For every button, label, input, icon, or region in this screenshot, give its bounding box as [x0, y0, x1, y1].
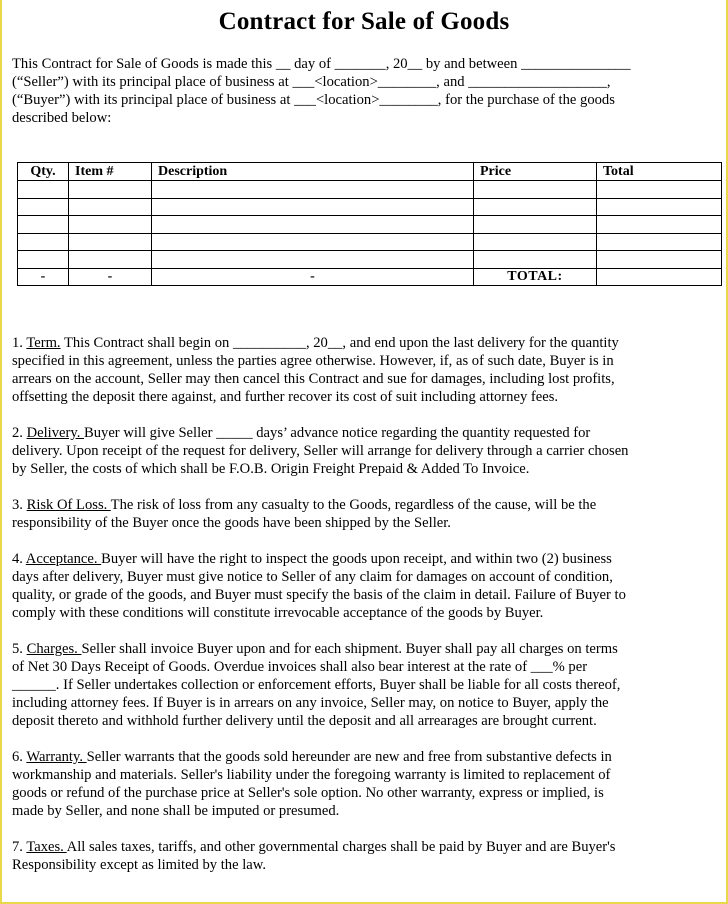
table-cell[interactable] — [474, 198, 597, 216]
clause-line: goods or refund of the purchase price at Seller's sole option. No other warranty, express or implied, is — [12, 785, 604, 801]
table-cell[interactable] — [474, 251, 597, 269]
clause-taxes — [12, 838, 717, 874]
table-cell[interactable] — [69, 181, 152, 199]
clause-heading: Warranty. — [26, 749, 87, 765]
table-cell[interactable] — [597, 198, 722, 216]
clause-line: arrears on the account, Seller may then cancel this Contract and sue for damages, including lost profits, — [12, 371, 615, 387]
clause-line: specified in this agreement, unless the parties agree otherwise. However, if, as of such date, Buyer is in — [12, 353, 614, 369]
intro-line: described below: — [12, 110, 112, 126]
table-cell[interactable] — [152, 181, 474, 199]
clause-line — [12, 334, 717, 352]
clause-text: This Contract shall begin on __________, 20__, and end upon the last delivery for the quantity — [60, 335, 619, 351]
table-row — [18, 216, 722, 234]
table-header-row — [18, 163, 722, 181]
clause-line — [12, 640, 717, 658]
table-cell[interactable] — [18, 233, 69, 251]
clause-line: delivery. Upon receipt of the request for delivery, Seller will arrange for delivery through a carrier chosen — [12, 443, 629, 459]
clause-text: The risk of loss from any casualty to the Goods, regardless of the cause, will be the — [110, 497, 597, 513]
table-cell[interactable] — [597, 251, 722, 269]
clause-line: workmanship and materials. Seller's liability under the foregoing warranty is limited to replacement of — [12, 767, 611, 783]
table-cell[interactable] — [152, 233, 474, 251]
clause-line — [12, 550, 717, 568]
table-cell[interactable] — [597, 216, 722, 234]
clause-heading: Acceptance. — [25, 551, 102, 567]
clause-line: comply with these conditions will constitute irrevocable acceptance of the goods by Buyer. — [12, 605, 544, 621]
page-title: Contract for Sale of Goods — [218, 8, 510, 35]
header-qty: Qty. — [18, 163, 69, 181]
clause-line — [12, 748, 717, 766]
table-cell[interactable] — [18, 198, 69, 216]
header-description: Description — [152, 163, 474, 181]
header-item-number: Item # — [69, 163, 152, 181]
goods-table — [17, 162, 722, 286]
clause-heading: Taxes. — [26, 839, 67, 855]
table-cell[interactable] — [69, 251, 152, 269]
clause-number: 4. — [12, 551, 26, 567]
clause-number: 1. — [12, 335, 27, 351]
clause-line: Responsibility except as limited by the law. — [12, 857, 266, 873]
intro-line: This Contract for Sale of Goods is made this __ day of _______, 20__ by and between _______________ — [12, 56, 631, 72]
clause-text: Buyer will have the right to inspect the goods upon receipt, and within two (2) business — [101, 551, 612, 567]
table-cell[interactable] — [18, 251, 69, 269]
table-cell[interactable] — [69, 216, 152, 234]
footer-item-dash: - — [69, 268, 152, 286]
intro-paragraph — [12, 55, 712, 127]
total-label: TOTAL: — [474, 268, 597, 286]
clause-text: Seller warrants that the goods sold hereunder are new and free from substantive defects in — [86, 749, 612, 765]
table-cell[interactable] — [69, 198, 152, 216]
clause-acceptance — [12, 550, 717, 622]
clause-text: Buyer will give Seller _____ days’ advance notice regarding the quantity requested for — [84, 425, 591, 441]
clause-number: 5. — [12, 641, 27, 657]
table-cell[interactable] — [474, 181, 597, 199]
clause-line: of Net 30 Days Receipt of Goods. Overdue invoices shall also bear interest at the rate of ___% per — [12, 659, 588, 675]
table-body — [18, 181, 722, 286]
clause-line: responsibility of the Buyer once the goods have been shipped by the Seller. — [12, 515, 451, 531]
table-cell[interactable] — [474, 233, 597, 251]
table-cell[interactable] — [152, 216, 474, 234]
clause-text: Seller shall invoice Buyer upon and for each shipment. Buyer shall pay all charges on terms — [81, 641, 618, 657]
intro-line: (“Seller”) with its principal place of business at ___<location>________, and ___________________, — [12, 74, 611, 90]
clause-line: quality, or grade of the goods, and Buyer must specify the basis of the claim in detail. Failure of Buyer to — [12, 587, 626, 603]
clause-line — [12, 838, 717, 856]
clause-number: 6. — [12, 749, 27, 765]
header-price: Price — [474, 163, 597, 181]
table-cell[interactable] — [474, 216, 597, 234]
clause-line — [12, 424, 717, 442]
header-total: Total — [597, 163, 722, 181]
table-cell[interactable] — [597, 233, 722, 251]
footer-qty-dash: - — [18, 268, 69, 286]
table-cell[interactable] — [152, 251, 474, 269]
clause-number: 3. — [12, 497, 27, 513]
clause-line: including attorney fees. If Buyer is in arrears on any invoice, Seller may, on notice to Buyer, apply the — [12, 695, 609, 711]
clause-line: offsetting the deposit there against, and further recover its cost of suit including attorney fees. — [12, 389, 559, 405]
table-cell[interactable] — [18, 216, 69, 234]
clause-charges — [12, 640, 717, 730]
table-cell[interactable] — [152, 198, 474, 216]
table-cell[interactable] — [18, 181, 69, 199]
table-row — [18, 181, 722, 199]
intro-line: (“Buyer”) with its principal place of business at ___<location>________, for the purchase of the goods — [12, 92, 615, 108]
clause-heading: Term. — [26, 335, 61, 351]
table-cell[interactable] — [597, 181, 722, 199]
contract-clauses — [12, 334, 717, 892]
clause-delivery — [12, 424, 717, 478]
table-cell[interactable] — [69, 233, 152, 251]
clause-line: made by Seller, and none shall be imputed or presumed. — [12, 803, 340, 819]
total-value-cell[interactable] — [597, 268, 722, 286]
clause-line: by Seller, the costs of which shall be F.O.B. Origin Freight Prepaid & Added To Invoice. — [12, 461, 530, 477]
clause-line: deposit thereto and withhold further delivery until the deposit and all arrearages are brought current. — [12, 713, 597, 729]
table-footer-row — [18, 268, 722, 286]
clause-line — [12, 496, 717, 514]
table-row — [18, 233, 722, 251]
clause-term — [12, 334, 717, 406]
table-row — [18, 251, 722, 269]
clause-heading: Delivery. — [26, 425, 84, 441]
clause-text: All sales taxes, tariffs, and other governmental charges shall be paid by Buyer and are Buyer's — [66, 839, 616, 855]
footer-description-dash: - — [152, 268, 474, 286]
clause-heading: Risk Of Loss. — [26, 497, 111, 513]
clause-line: ______. If Seller undertakes collection or enforcement efforts, Buyer shall be liable for all costs thereof, — [12, 677, 621, 693]
clause-warranty — [12, 748, 717, 820]
clause-heading: Charges. — [26, 641, 82, 657]
table-row — [18, 198, 722, 216]
clause-risk-of-loss — [12, 496, 717, 532]
clause-line: days after delivery, Buyer must give notice to Seller of any claim for damages on account of condition, — [12, 569, 613, 585]
clause-number: 7. — [12, 839, 27, 855]
clause-number: 2. — [12, 425, 27, 441]
